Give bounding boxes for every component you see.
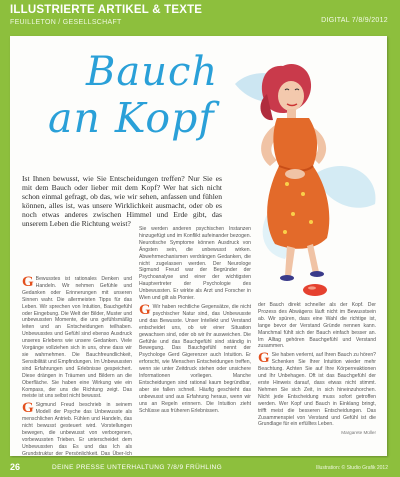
drop-cap: G [22,400,34,417]
article-column-1 [22,276,132,456]
image-credit: Illustration: © Studio Grafik 2012 [315,465,388,471]
article-title-line1: Bauch [86,49,219,95]
article-page [10,36,387,456]
column-1-paragraph-1: Bewusstes ist rationales Denken und Handeln. Wir nehmen Gefühle und Gedanken oder Erinnerungen mit unseren Sinnen wahr. Die allermeisten Tipps für das Leben. Wir sprechen von Intuition, Bauchgefühl oder Eingebung. Die Welt der Bilder, Muster und unbewussten Momente, die uns gefühlsmäßig leiten und an Entscheidungen teilhaben. Unbewusstes und Gefühl sind ebenso Ausdruck unseres Erlebens wie unsere Gedanken. Viele Vorgänge vollziehen sich in uns, ohne dass wir sie wahrnehmen. Die Bauchfreundlichkeit, Sensibilität und Empfindungen. Im Unbewussten sind Erfahrungen und Erlebnisse gespeichert. Diese drängen in Träumen und Bildern an die Oberfläche. Sie haben eine Wirkung wie ein Kompass, der uns die Richtung zeigt. Das meiste ist uns selbst nicht bewusst. [22,276,132,400]
drop-cap: G [139,301,151,318]
drop-cap: G [22,274,34,290]
article-column-3 [258,302,376,437]
author-signature: Margarete Müller [341,430,376,436]
page-number: 26 [10,462,21,472]
drop-cap: G [258,350,270,367]
publication-title: DEINE PRESSE UNTERHALTUNG 7/8/9 FRÜHLING [52,464,223,471]
column-3-paragraph-1: der Bauch direkt schneller als der Kopf. Der Prozess des Abwägens läuft nicht im Bewusstsein ab. Wir spüren, dass eine Wahl die richtige ist, lange bevor der Verstand Gründe nennen kann. Manchmal fühlt sich der Bauch einfach besser an. Im Alltag gehören Bauchgefühl und Verstand zusammen. [258,302,376,350]
column-1-paragraph-2: Sigmund Freud beschrieb in seinem Modell der Psyche das Unbewusste als menschlichen Antrieb. Fühlen und Handeln, das nicht bewusst gesteuert wird. Vorstellungen bewegen, die unbewusst von verborgenen, vorbewussten Trieben. Er unterscheidet dem Unbewussten das Es und das Ich als Grundstruktur der Persönlichkeit. Das Über-Ich [22,402,132,456]
article-intro: Ist Ihnen bewusst, wie Sie Entscheidungen treffen? Nur Sie es mit dem Bauch oder lieber mit dem Kopf? Wer hat sich nicht schon einmal gefragt, ob das, wie wir sehen, anfassen und fühlen können, alles ist, was unsere Wirklichkeit ausmacht, oder ob es noch etwas anderes zwischen Himmel und Erde gibt, das unserem Leben die Richtung weist? [22,174,222,229]
article-column-2 [139,226,251,416]
issue-label: DIGITAL 7/8/9/2012 [321,17,388,24]
article-title-line2: an Kopf [48,94,215,142]
column-2-paragraph-2: Wir haben rechtliche Gegensätze, die nicht psychischer Natur sind, das Unbewusste und das Bewusste. Unser Intellekt und Verstand entscheidet uns, ob wir einer Situation gewachsen sind, oder ob wir ihr ausweichen. Die Gefühle und das Bauchgefühl sind ständig in Bewegung. Das Bauchgefühl nennt der Psychologe Gerd Gigerenzer auch Intuition. Er erforscht, wie Menschen Entscheidungen treffen, wenn sie unter Zeitdruck stehen oder unsichere Informationen vorliegen. Manche Entscheidungen sind rational kaum begründbar, aber sie fallen schnell. Häufig geschieht das unbewusst und aus Erfahrung heraus, wenn wir uns an Regeln erinnern. Die Intuition zieht Schlüsse aus früheren Erlebnissen. [139,303,251,414]
section-category: ILLUSTRIERTE ARTIKEL & TEXTE [10,4,203,16]
column-3-paragraph-2: Sie haben verlernt, auf Ihren Bauch zu hören? Schenken Sie Ihrer Intuition wieder mehr Beachtung. Achten Sie auf Ihre Körperreaktionen und Ihr Unbehagen. Oft ist das Bauchgefühl der erste Hinweis darauf, dass etwas nicht stimmt. Nehmen Sie sich Zeit, in sich hineinzuhorchen. Nicht jede Entscheidung muss sofort getroffen werden. Wer Kopf und Bauch in Einklang bringt, trifft meist die besseren Entscheidungen. Das Zusammenspiel von Verstand und Gefühl ist die Grundlage für ein erfülltes Leben. [258,352,376,428]
column-2-paragraph-1: Sie werden anderen psychischen Instanzen hinzugefügt und im Konflikt aufeinander bezogen. Neurotische Symptome können Ausdruck von Ängsten sein, die unbewusst wirken. Abwehrmechanismen verdrängen Gedanken, die nicht zugelassen werden. Der Neurologe Sigmund Freud war der Begründer der Psychoanalyse und einer der wichtigsten Hauptvertreter der Psychologie des Unbewussten. Er wirkte als Arzt und Forscher in Wien und gilt als Pionier. [139,226,251,302]
section-subcategory: FEUILLETON / GESELLSCHAFT [10,19,122,26]
